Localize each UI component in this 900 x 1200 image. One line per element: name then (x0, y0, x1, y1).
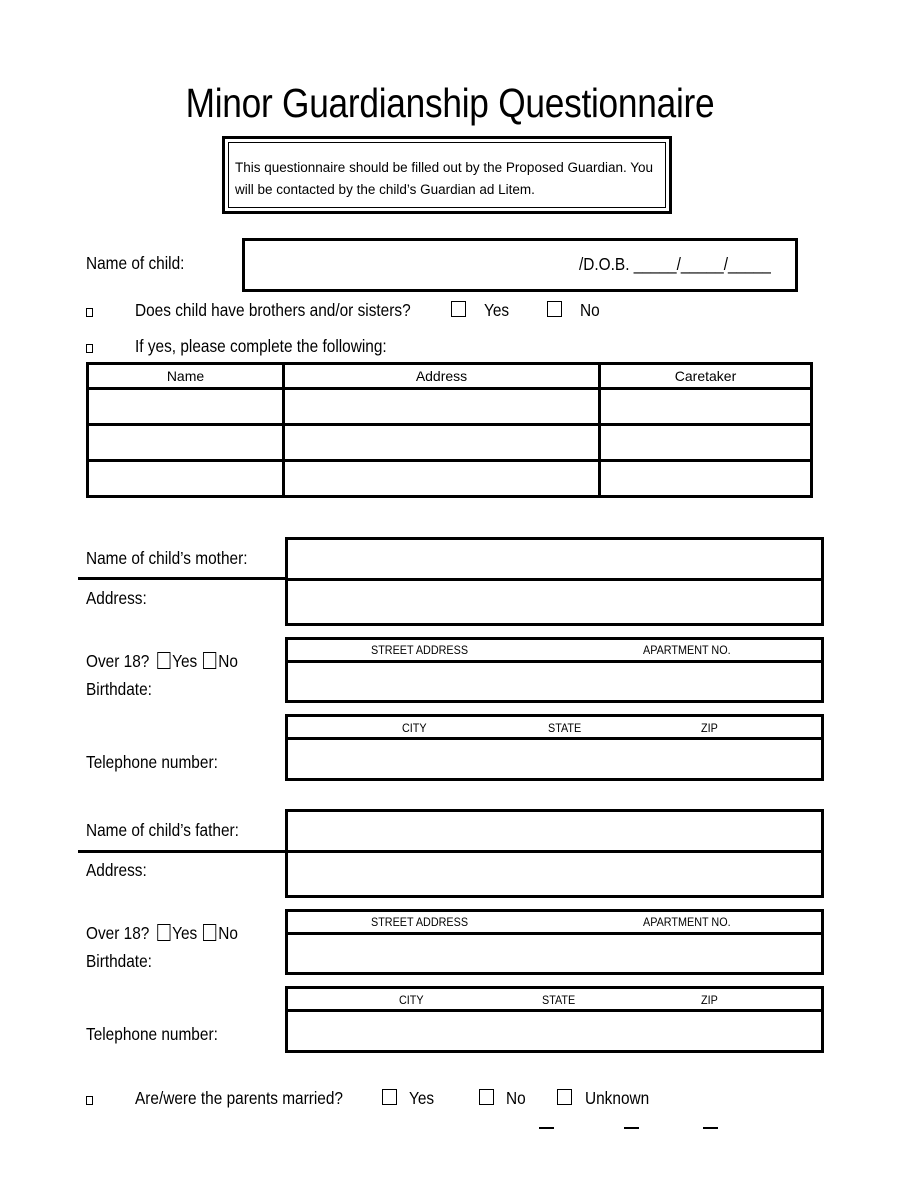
sibling-name-cell[interactable] (88, 461, 284, 497)
siblings-table (86, 362, 813, 498)
mother-over18-no-label: No (218, 651, 238, 671)
zip-header: ZIP (701, 721, 718, 735)
page-title: Minor Guardianship Questionnaire (185, 80, 715, 126)
underline-mark (624, 1127, 639, 1129)
siblings-no-label: No (580, 300, 600, 320)
siblings-yes-checkbox[interactable] (451, 301, 466, 317)
sibling-caretaker-cell[interactable] (600, 389, 812, 425)
father-over18-label: Over 18? (86, 923, 150, 943)
mother-name-label: Name of child’s mother: (86, 548, 248, 568)
divider (288, 1009, 821, 1012)
father-name-field[interactable] (285, 809, 824, 853)
state-header: STATE (548, 721, 582, 735)
siblings-no-checkbox[interactable] (547, 301, 562, 317)
father-over18 (86, 923, 238, 944)
marriage-yes-checkbox[interactable] (382, 1089, 397, 1105)
father-birthdate-label: Birthdate: (86, 951, 152, 971)
father-over18-no-label: No (218, 923, 238, 943)
mother-over18-yes-checkbox[interactable] (157, 652, 170, 669)
street-address-header: STREET ADDRESS (371, 915, 469, 929)
divider (288, 737, 821, 740)
street-address-header: STREET ADDRESS (371, 643, 469, 657)
sibling-address-cell[interactable] (284, 461, 600, 497)
child-name-field[interactable] (242, 238, 798, 292)
marriage-yes-label: Yes (409, 1088, 435, 1108)
divider (288, 932, 821, 935)
marriage-unknown-label: Unknown (585, 1088, 650, 1108)
apartment-header: APARTMENT NO. (643, 643, 731, 657)
marriage-question: Are/were the parents married? (135, 1088, 344, 1108)
bullet-icon (86, 344, 93, 353)
bullet-icon (86, 1096, 93, 1105)
column-header-address: Address (284, 364, 600, 389)
mother-over18-label: Over 18? (86, 651, 150, 671)
table-row (88, 461, 812, 497)
bullet-icon (86, 308, 93, 317)
dob-field[interactable]: /D.O.B. _____/_____/_____ (579, 254, 771, 274)
father-street-box[interactable] (285, 909, 824, 975)
mother-street-box[interactable] (285, 637, 824, 703)
column-header-name: Name (88, 364, 284, 389)
child-name-label: Name of child: (86, 253, 185, 273)
mother-address-field[interactable] (285, 578, 824, 626)
siblings-question: Does child have brothers and/or sisters? (135, 300, 411, 320)
father-address-label: Address: (86, 860, 147, 880)
state-header: STATE (542, 993, 576, 1007)
sibling-caretaker-cell[interactable] (600, 425, 812, 461)
mother-address-label: Address: (86, 588, 147, 608)
mother-over18 (86, 651, 238, 672)
divider (78, 577, 288, 580)
table-row (88, 389, 812, 425)
notice-text: This questionnaire should be filled out by the Proposed Guardian. You will be contacted by the child’s Guardian ad Litem. (228, 142, 666, 208)
sibling-address-cell[interactable] (284, 425, 600, 461)
sibling-name-cell[interactable] (88, 425, 284, 461)
sibling-address-cell[interactable] (284, 389, 600, 425)
underline-mark (539, 1127, 554, 1129)
sibling-caretaker-cell[interactable] (600, 461, 812, 497)
mother-telephone-label: Telephone number: (86, 752, 218, 772)
notice-box (222, 136, 672, 214)
divider (78, 850, 288, 853)
sibling-name-cell[interactable] (88, 389, 284, 425)
father-city-box[interactable] (285, 986, 824, 1053)
mother-over18-yes-label: Yes (172, 651, 198, 671)
father-telephone-label: Telephone number: (86, 1024, 218, 1044)
column-header-caretaker: Caretaker (600, 364, 812, 389)
siblings-yes-label: Yes (484, 300, 510, 320)
father-over18-yes-label: Yes (172, 923, 198, 943)
mother-city-box[interactable] (285, 714, 824, 781)
mother-name-field[interactable] (285, 537, 824, 581)
city-header: CITY (402, 721, 427, 735)
zip-header: ZIP (701, 993, 718, 1007)
marriage-no-label: No (506, 1088, 526, 1108)
mother-birthdate-label: Birthdate: (86, 679, 152, 699)
siblings-instruction: If yes, please complete the following: (135, 336, 387, 356)
father-name-label: Name of child’s father: (86, 820, 239, 840)
divider (288, 660, 821, 663)
city-header: CITY (399, 993, 424, 1007)
father-over18-yes-checkbox[interactable] (157, 924, 170, 941)
father-address-field[interactable] (285, 850, 824, 898)
marriage-no-checkbox[interactable] (479, 1089, 494, 1105)
apartment-header: APARTMENT NO. (643, 915, 731, 929)
table-row (88, 425, 812, 461)
underline-mark (703, 1127, 718, 1129)
father-over18-no-checkbox[interactable] (203, 924, 216, 941)
mother-over18-no-checkbox[interactable] (203, 652, 216, 669)
marriage-unknown-checkbox[interactable] (557, 1089, 572, 1105)
